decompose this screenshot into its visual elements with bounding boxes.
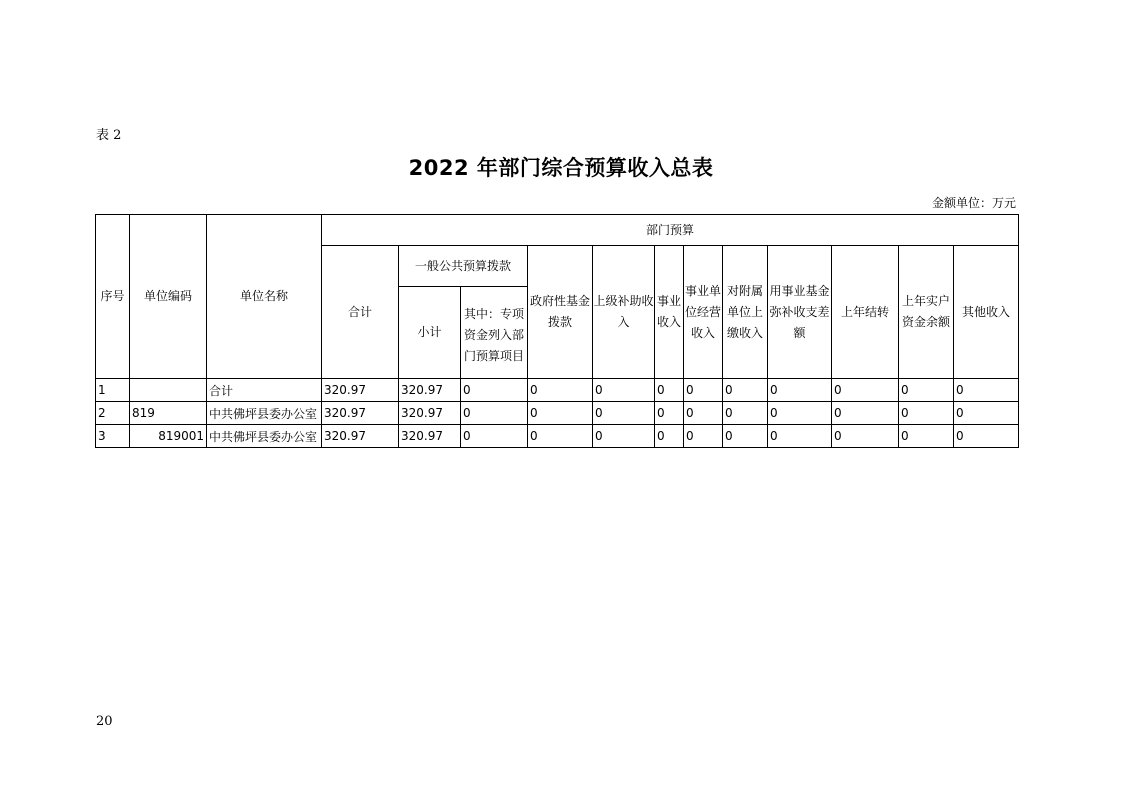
cell-subtotal: 320.97 bbox=[399, 379, 461, 402]
header-operating-income: 事业单位经营收入 bbox=[684, 246, 723, 379]
table-label: 表 2 bbox=[96, 128, 122, 143]
cell-name: 中共佛坪县委办公室 bbox=[207, 402, 322, 425]
header-superior-subsidy: 上级补助收入 bbox=[593, 246, 655, 379]
cell-code: 819 bbox=[130, 402, 207, 425]
header-business-income: 事业收入 bbox=[655, 246, 684, 379]
cell-subtotal: 320.97 bbox=[399, 402, 461, 425]
header-special-funds: 其中：专项资金列入部门预算项目 bbox=[461, 287, 528, 379]
cell-operating: 0 bbox=[684, 402, 723, 425]
cell-other: 0 bbox=[954, 379, 1019, 402]
header-other-income: 其他收入 bbox=[954, 246, 1019, 379]
table-row bbox=[96, 402, 1019, 425]
cell-carryover: 0 bbox=[832, 402, 899, 425]
cell-code: 819001 bbox=[130, 425, 207, 448]
cell-total: 320.97 bbox=[322, 425, 399, 448]
cell-affiliated: 0 bbox=[723, 379, 768, 402]
cell-affiliated: 0 bbox=[723, 402, 768, 425]
cell-code bbox=[130, 379, 207, 402]
header-unit-name: 单位名称 bbox=[207, 215, 322, 379]
cell-superior: 0 bbox=[593, 379, 655, 402]
header-affiliated-income: 对附属单位上缴收入 bbox=[723, 246, 768, 379]
cell-fund-offset: 0 bbox=[768, 402, 832, 425]
cell-prior-balance: 0 bbox=[899, 379, 954, 402]
cell-fund-offset: 0 bbox=[768, 379, 832, 402]
header-general-budget: 一般公共预算拨款 bbox=[399, 246, 528, 287]
header-fund-offset: 用事业基金弥补收支差额 bbox=[768, 246, 832, 379]
page-title: 2022 年部门综合预算收入总表 bbox=[408, 156, 714, 180]
cell-gov-fund: 0 bbox=[528, 402, 593, 425]
cell-name: 中共佛坪县委办公室 bbox=[207, 425, 322, 448]
cell-gov-fund: 0 bbox=[528, 425, 593, 448]
header-subtotal: 小计 bbox=[399, 287, 461, 379]
cell-seq: 3 bbox=[96, 425, 130, 448]
cell-special: 0 bbox=[461, 402, 528, 425]
cell-name: 合计 bbox=[207, 379, 322, 402]
page-number: 20 bbox=[96, 714, 113, 729]
cell-prior-balance: 0 bbox=[899, 402, 954, 425]
cell-gov-fund: 0 bbox=[528, 379, 593, 402]
cell-business: 0 bbox=[655, 379, 684, 402]
cell-fund-offset: 0 bbox=[768, 425, 832, 448]
cell-special: 0 bbox=[461, 379, 528, 402]
cell-seq: 2 bbox=[96, 402, 130, 425]
table-row bbox=[96, 425, 1019, 448]
unit-note: 金额单位：万元 bbox=[931, 196, 1016, 210]
cell-superior: 0 bbox=[593, 425, 655, 448]
header-total: 合计 bbox=[322, 246, 399, 379]
cell-other: 0 bbox=[954, 402, 1019, 425]
cell-affiliated: 0 bbox=[723, 425, 768, 448]
header-prior-balance: 上年实户资金余额 bbox=[899, 246, 954, 379]
header-unit-code: 单位编码 bbox=[130, 215, 207, 379]
header-gov-fund: 政府性基金拨款 bbox=[528, 246, 593, 379]
cell-other: 0 bbox=[954, 425, 1019, 448]
cell-carryover: 0 bbox=[832, 379, 899, 402]
cell-carryover: 0 bbox=[832, 425, 899, 448]
cell-prior-balance: 0 bbox=[899, 425, 954, 448]
cell-operating: 0 bbox=[684, 379, 723, 402]
cell-superior: 0 bbox=[593, 402, 655, 425]
cell-business: 0 bbox=[655, 402, 684, 425]
cell-operating: 0 bbox=[684, 425, 723, 448]
cell-seq: 1 bbox=[96, 379, 130, 402]
header-carryover: 上年结转 bbox=[832, 246, 899, 379]
cell-total: 320.97 bbox=[322, 379, 399, 402]
header-dept-budget: 部门预算 bbox=[322, 215, 1019, 246]
table-row bbox=[96, 379, 1019, 402]
cell-subtotal: 320.97 bbox=[399, 425, 461, 448]
cell-total: 320.97 bbox=[322, 402, 399, 425]
budget-revenue-table bbox=[95, 214, 1019, 448]
cell-special: 0 bbox=[461, 425, 528, 448]
header-seq: 序号 bbox=[96, 215, 130, 379]
cell-business: 0 bbox=[655, 425, 684, 448]
